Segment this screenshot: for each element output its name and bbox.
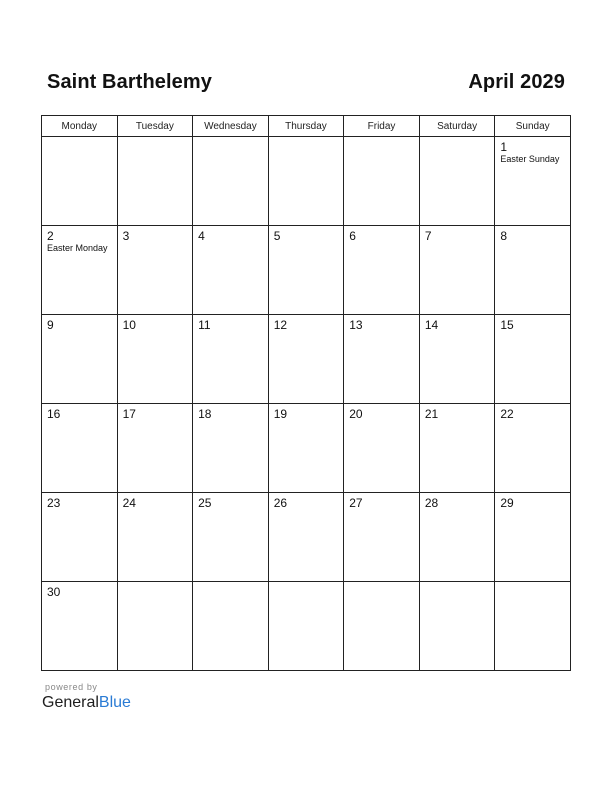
day-cell — [42, 404, 118, 493]
day-cell — [495, 404, 571, 493]
day-cell — [117, 404, 193, 493]
day-number: 1 — [500, 140, 508, 154]
day-cell — [117, 315, 193, 404]
weekday-header: Thursday — [268, 116, 344, 137]
week-row — [42, 226, 571, 315]
day-number — [420, 582, 495, 585]
day-number: 8 — [500, 229, 508, 243]
day-number: 6 — [349, 229, 356, 243]
day-cell — [42, 315, 118, 404]
weekday-header: Friday — [344, 116, 420, 137]
brand-blue-text: Blue — [98, 694, 131, 711]
day-cell — [495, 493, 571, 582]
powered-by-label: powered by — [45, 682, 98, 692]
day-number: 25 — [198, 496, 212, 510]
brand-general-text: General — [42, 694, 99, 711]
day-cell — [344, 582, 420, 671]
day-cell — [42, 226, 118, 315]
day-cell — [419, 493, 495, 582]
day-number: 11 — [198, 318, 211, 332]
day-number: 21 — [424, 407, 439, 421]
day-cell — [42, 137, 118, 226]
week-row — [42, 315, 571, 404]
day-number — [269, 137, 344, 140]
weekday-header: Tuesday — [117, 116, 193, 137]
day-number — [420, 137, 495, 140]
day-cell — [268, 404, 344, 493]
day-cell — [268, 493, 344, 582]
day-cell — [495, 137, 571, 226]
day-number — [495, 582, 570, 585]
day-number — [193, 137, 268, 140]
day-cell — [495, 226, 571, 315]
day-number: 18 — [198, 407, 212, 421]
day-cell — [344, 404, 420, 493]
day-number: 12 — [273, 318, 288, 332]
day-cell — [268, 582, 344, 671]
day-cell — [268, 226, 344, 315]
day-cell — [268, 137, 344, 226]
day-cell — [419, 582, 495, 671]
day-number: 26 — [273, 496, 288, 510]
day-cell — [42, 493, 118, 582]
day-cell — [193, 315, 269, 404]
day-cell — [117, 226, 193, 315]
day-number: 7 — [424, 229, 432, 243]
day-number: 19 — [273, 407, 288, 421]
day-cell — [419, 226, 495, 315]
day-number — [42, 137, 117, 140]
day-cell — [117, 137, 193, 226]
day-number: 20 — [349, 407, 363, 421]
weekday-header: Wednesday — [193, 116, 269, 137]
calendar-month-title: April 2029 — [468, 71, 565, 93]
day-cell — [193, 404, 269, 493]
day-number: 14 — [424, 318, 439, 332]
day-number: 28 — [424, 496, 439, 510]
week-row — [42, 493, 571, 582]
day-cell — [193, 226, 269, 315]
day-number: 24 — [122, 496, 136, 510]
holiday-label: Easter Sunday — [500, 154, 560, 164]
weekday-header-row — [42, 116, 571, 137]
day-number — [118, 582, 193, 585]
holiday-label: Easter Monday — [47, 243, 108, 253]
week-row — [42, 137, 571, 226]
day-number — [193, 582, 268, 585]
day-number: 2 — [47, 229, 54, 243]
day-cell — [419, 404, 495, 493]
day-cell — [344, 315, 420, 404]
day-number: 16 — [47, 407, 61, 421]
day-number: 22 — [500, 407, 514, 421]
weekday-header: Saturday — [419, 116, 495, 137]
day-number: 29 — [500, 496, 514, 510]
weekday-header: Monday — [42, 116, 118, 137]
day-cell — [193, 493, 269, 582]
weekday-header: Sunday — [495, 116, 571, 137]
day-number: 3 — [122, 229, 130, 243]
day-number: 15 — [500, 318, 514, 332]
day-cell — [495, 315, 571, 404]
day-cell — [117, 582, 193, 671]
day-cell — [344, 226, 420, 315]
day-cell — [268, 315, 344, 404]
day-number: 5 — [273, 229, 281, 243]
day-number — [344, 582, 419, 585]
day-cell — [193, 137, 269, 226]
day-cell — [193, 582, 269, 671]
day-number — [118, 137, 193, 140]
day-number: 27 — [349, 496, 363, 510]
day-number: 23 — [47, 496, 61, 510]
generalblue-logo-link[interactable] — [42, 694, 131, 712]
day-number — [344, 137, 419, 140]
day-cell — [495, 582, 571, 671]
calendar-country-title: Saint Barthelemy — [47, 71, 212, 93]
day-cell — [419, 315, 495, 404]
day-cell — [344, 137, 420, 226]
day-number: 13 — [349, 318, 363, 332]
day-number: 9 — [47, 318, 54, 332]
day-number: 10 — [122, 318, 136, 332]
day-cell — [344, 493, 420, 582]
day-number: 17 — [122, 407, 136, 421]
day-number: 4 — [198, 229, 205, 243]
day-number — [269, 582, 344, 585]
week-row — [42, 582, 571, 671]
week-row — [42, 404, 571, 493]
day-cell — [419, 137, 495, 226]
calendar-grid — [41, 115, 571, 671]
day-cell — [42, 582, 118, 671]
day-number: 30 — [47, 585, 61, 599]
day-cell — [117, 493, 193, 582]
